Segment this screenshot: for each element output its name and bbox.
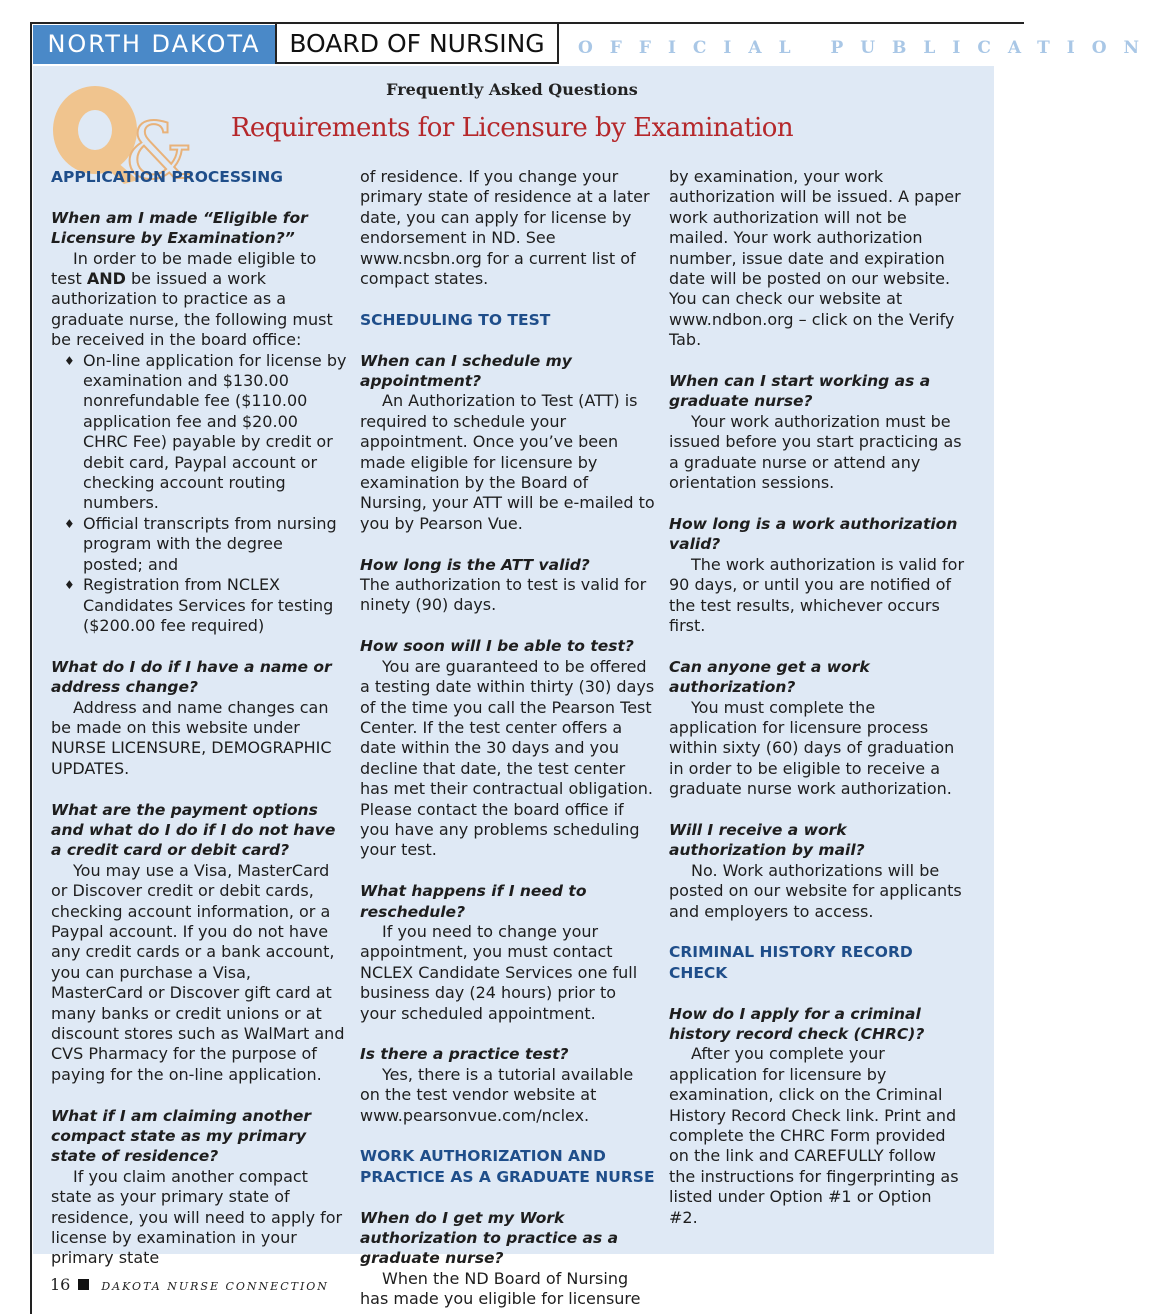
page-footer (50, 1275, 329, 1294)
list-item: ♦ On-line application for license by examination and $130.00 nonrefundable fee ($110.00 application fee and $20.00 CHRC Fee) payable by credit or debit card, Paypal account or checking account routing numbers. (64, 350, 347, 513)
answer: If you need to change your appointment, you must contact NCLEX Candidate Services one full business day (24 hours) prior to your scheduled appointment. (360, 921, 638, 1023)
answer: Yes, there is a tutorial available on the test vendor website at www.pearsonvue.com/nclex. (360, 1064, 634, 1125)
question: Will I receive a work authorization by mail? (669, 820, 865, 860)
page-border-left (30, 22, 32, 1314)
list-item: ♦ Registration from NCLEX Candidates Services for testing ($200.00 fee required) (64, 575, 334, 635)
question: How do I apply for a criminal history record check (CHRC)? (669, 1004, 925, 1043)
square-separator-icon (78, 1279, 89, 1290)
question: What do I do if I have a name or address change? (51, 657, 332, 697)
answer: No. Work authorizations will be posted on our website for applicants and employers to access. (669, 860, 962, 921)
question: When am I made “Eligible for Licensure by Examination?” (51, 208, 308, 248)
diamond-bullet-icon: ♦ (64, 578, 75, 593)
question: When can I start working as a graduate nurse? (669, 372, 931, 411)
answer: The authorization to test is valid for ninety (90) days. (360, 575, 647, 615)
answer: Your work authorization must be issued before you start practicing as a graduate nurse or attend any orientation sessions. (669, 411, 962, 493)
page-title: Requirements for Licensure by Examination (230, 113, 794, 143)
answer: An Authorization to Test (ATT) is required to schedule your appointment. Once you’ve been made eligible for licensure by examination by the Board of Nursing, your ATT will be e-mailed to you by Pearson Vue. (360, 391, 655, 533)
masthead-board: BOARD OF NURSING (275, 24, 559, 64)
answer: After you complete your application for licensure by examination, click on the Criminal History Record Check link. Print and complete the CHRC Form provided on the link and CAREFULLY follow the instructions for fingerprinting as listed under Option #1 or Option #2. (669, 1044, 959, 1227)
diamond-bullet-icon: ♦ (64, 516, 75, 531)
question: What if I am claiming another compact state as my primary state of residence? (51, 1106, 312, 1166)
answer: You may use a Visa, MasterCard or Discover credit or debit cards, checking account information, or a Paypal account. If you do not have any credit cards or a bank account, you can purchase a Visa, MasterCard or Discover gift card at many banks or credit unions or at discount stores such as WalMart and CVS Pharmacy for the purpose of paying for the on-line application. (51, 860, 345, 1084)
diamond-bullet-icon: ♦ (64, 353, 75, 368)
question: How long is the ATT valid? (360, 555, 590, 574)
list-item: ♦ Official transcripts from nursing program with the degree posted; and (64, 513, 337, 574)
answer: In order to be made eligible to test AND be issued a work authorization to practice as a graduate nurse, the following must be received in the board office: (51, 248, 333, 350)
question: Can anyone get a work authorization? (669, 657, 870, 697)
section-heading: CRIMINAL HISTORY RECORD CHECK (669, 943, 913, 982)
answer: When the ND Board of Nursing has made you eligible for licensure (360, 1268, 641, 1309)
answer-continued: by examination, your work authorization will be issued. A paper work authorization will not be mailed. Your work authorization number, issue date and expiration date will be posted on our website. You can check our website at www.ndbon.org – click on the Verify Tab. (669, 167, 961, 350)
answer: The work authorization is valid for 90 days, or until you are notified of the test results, whichever occurs first. (669, 554, 965, 635)
answer: Address and name changes can be made on this website under NURSE LICENSURE, DEMOGRAPHIC UPDATES. (51, 697, 332, 778)
question: Is there a practice test? (360, 1045, 569, 1064)
answer: You are guaranteed to be offered a testing date within thirty (30) days of the time you call the Pearson Test Center. If the test center offers a date within the 30 days and you decline that date, the test center has met their contractual obligation. Please contact the board office if you have any problems scheduling your test. (360, 656, 655, 860)
question: When can I schedule my appointment? (360, 351, 572, 391)
svg-text:&: & (124, 107, 194, 197)
column-3 (669, 167, 965, 1228)
column-1 (51, 167, 347, 1269)
requirements-list (51, 351, 347, 637)
section-heading: WORK AUTHORIZATION AND PRACTICE AS A GRADUATE NURSE (360, 1147, 655, 1186)
faq-label: Frequently Asked Questions (386, 80, 638, 99)
masthead-state: NORTH DAKOTA (33, 25, 275, 64)
masthead-official-publication: OFFICIAL PUBLICATION (578, 38, 1156, 58)
answer: If you claim another compact state as your primary state of residence, you will need to apply for license by examination in your primary state (51, 1166, 343, 1268)
question: When do I get my Work authorization to practice as a graduate nurse? (360, 1208, 619, 1268)
answer-continued: of residence. If you change your primary state of residence at a later date, you can apply for license by endorsement in ND. See www.ncsbn.org for a current list of compact states. (360, 167, 650, 289)
page-number: 16 (50, 1275, 71, 1294)
question: How soon will I be able to test? (360, 637, 634, 656)
column-2 (360, 167, 656, 1310)
magazine-name: DAKOTA NURSE CONNECTION (101, 1280, 329, 1293)
question: How long is a work authorization valid? (669, 514, 958, 554)
question: What are the payment options and what do I do if I do not have a credit card or debit card? (51, 800, 336, 860)
answer: You must complete the application for licensure process within sixty (60) days of graduation in order to be eligible to receive a graduate nurse work authorization. (669, 697, 955, 799)
question: What happens if I need to reschedule? (360, 882, 587, 921)
section-heading: APPLICATION PROCESSING (51, 168, 283, 186)
section-heading: SCHEDULING TO TEST (360, 310, 551, 329)
